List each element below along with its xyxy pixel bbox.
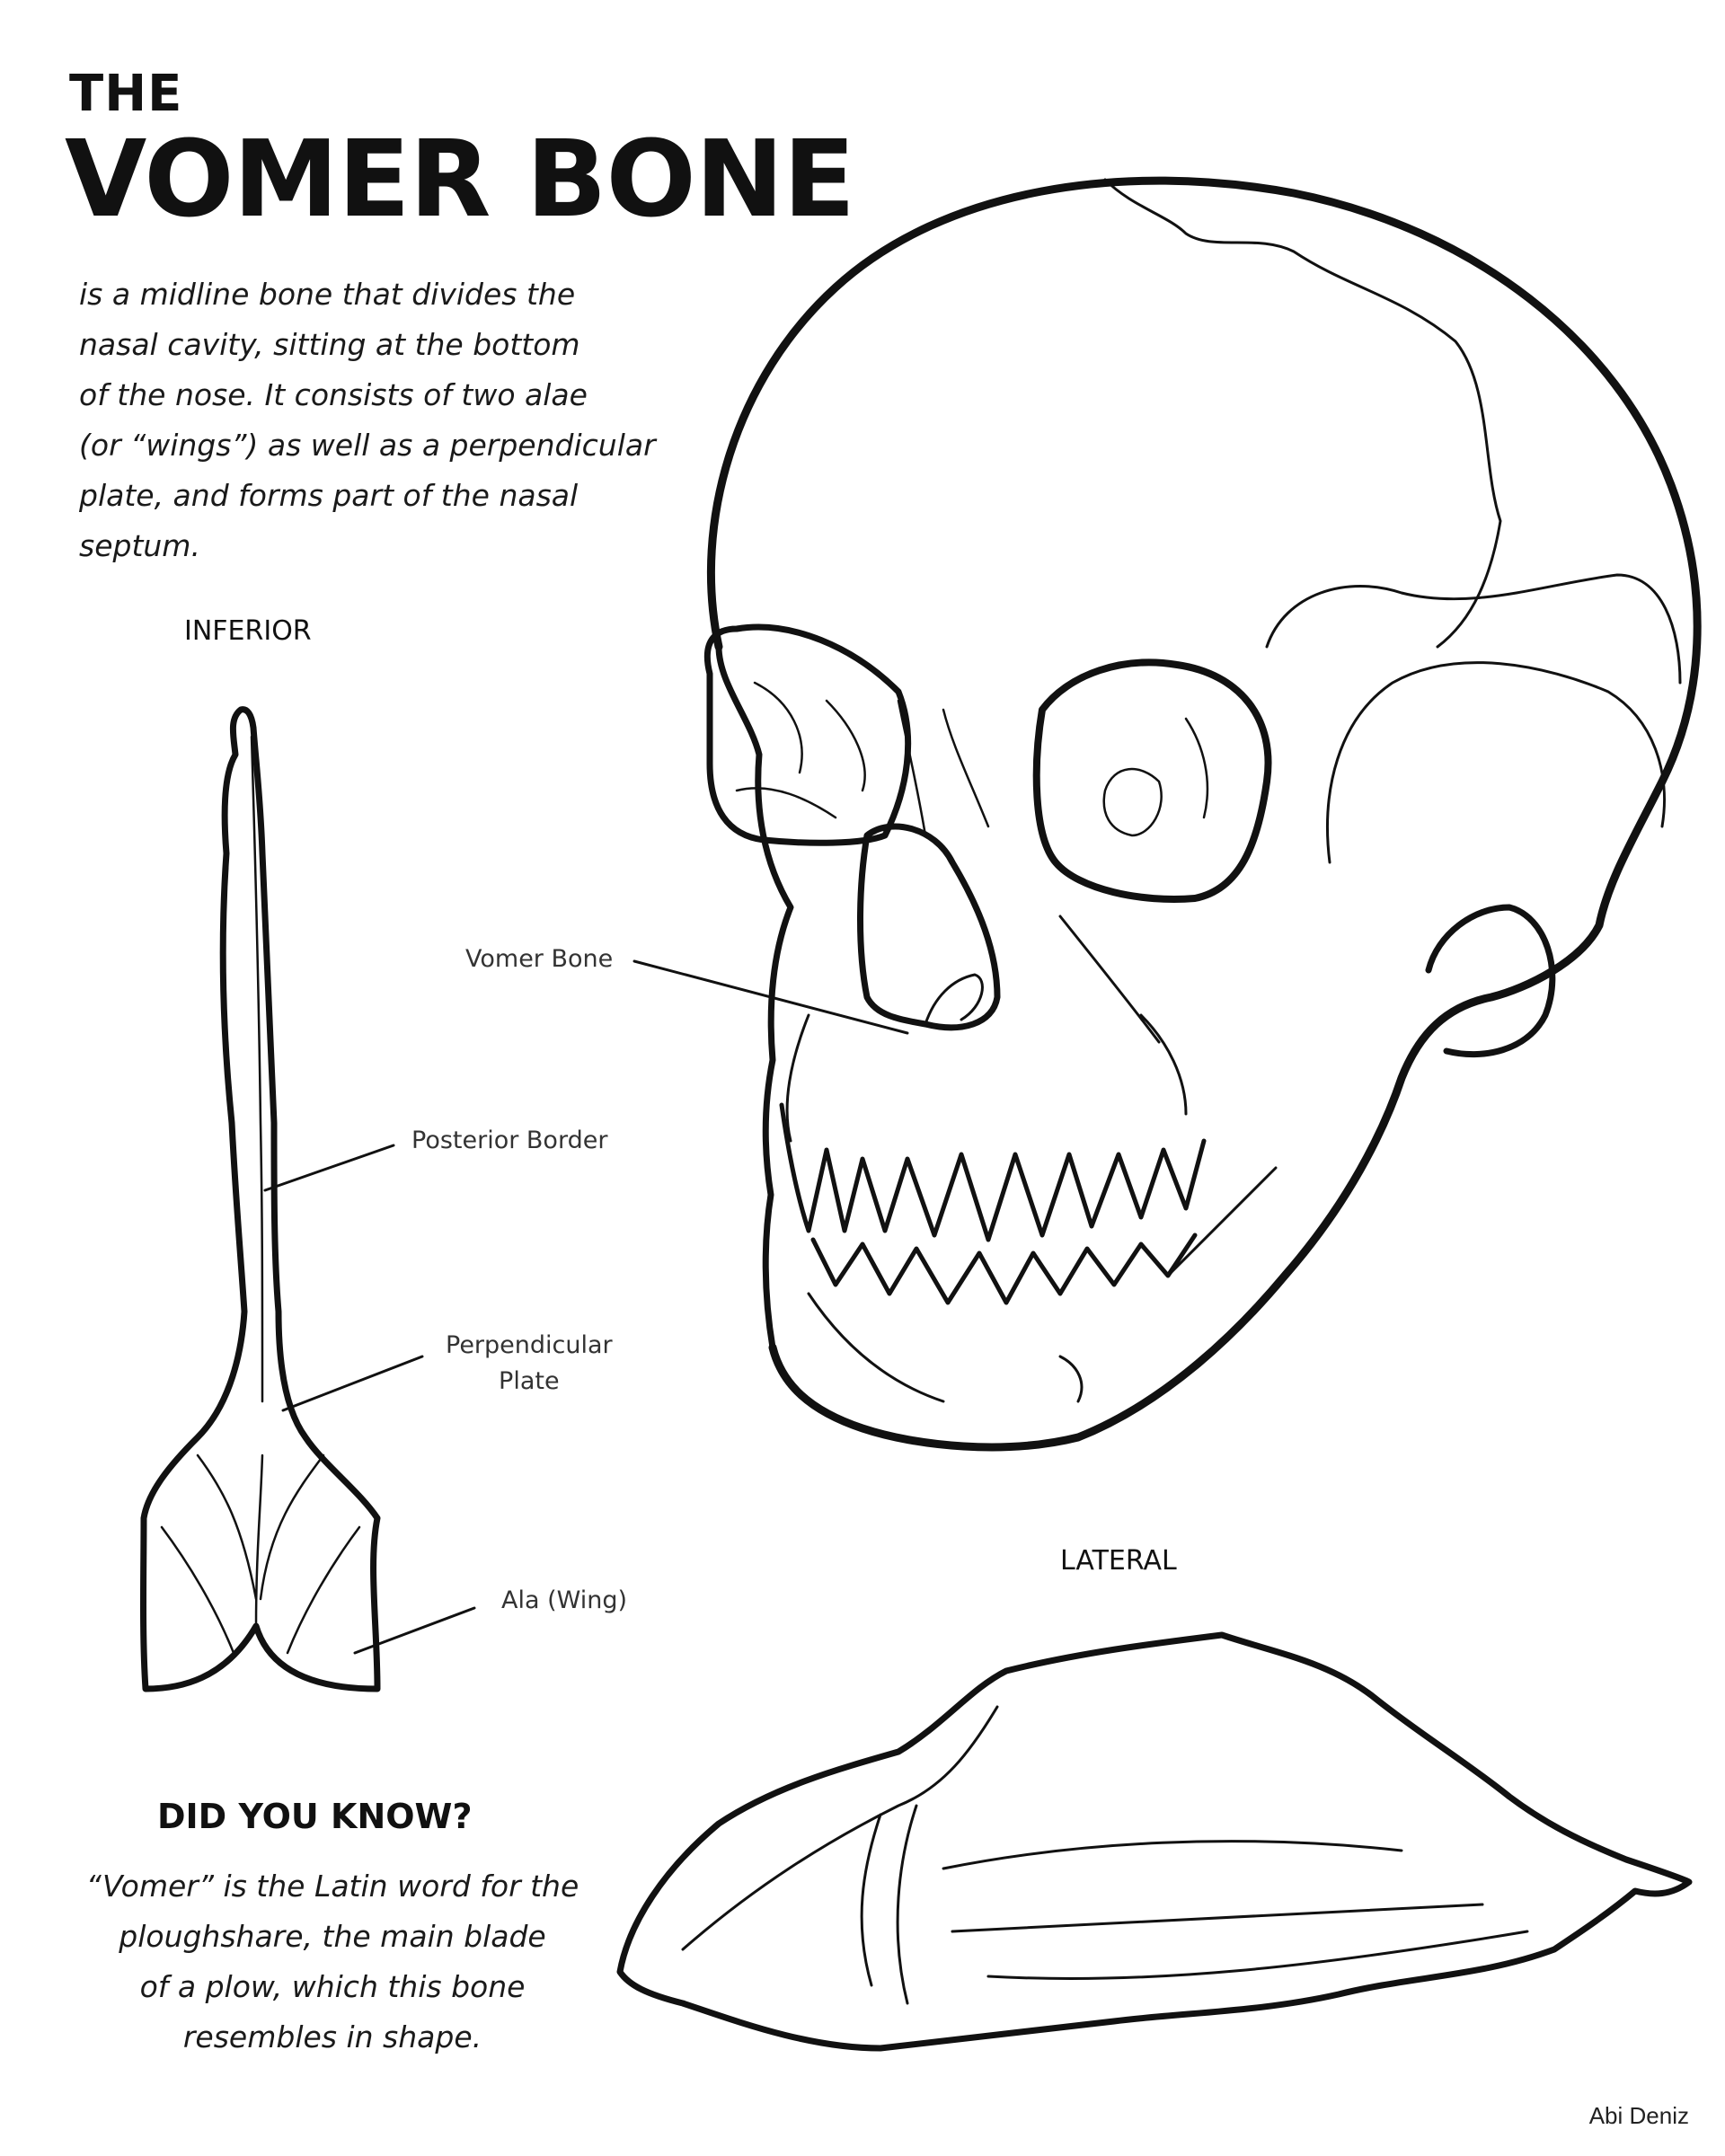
artist-credit: Abi Deniz	[1588, 2102, 1689, 2129]
intro-line: plate, and forms part of the nasal	[79, 478, 579, 513]
callout-perpendicular-line2: Plate	[499, 1367, 560, 1395]
mandible-lines	[809, 1168, 1276, 1401]
right-orbit	[707, 627, 907, 843]
left-orbit	[1037, 662, 1269, 898]
callout-vomer-bone: Vomer Bone	[465, 945, 614, 973]
lower-teeth	[813, 1235, 1195, 1303]
intro-line: is a midline bone that divides the	[79, 277, 576, 312]
skull-drawing	[707, 180, 1697, 1447]
lateral-vomer-drawing	[620, 1635, 1689, 2048]
did-you-know-line: “Vomer” is the Latin word for the	[85, 1869, 579, 1904]
temporal-line	[1267, 575, 1680, 683]
did-you-know-text	[54, 1861, 611, 2063]
did-you-know-line: ploughshare, the main blade	[119, 1919, 546, 1954]
title-small: THE	[69, 65, 183, 123]
inferior-vomer-drawing	[144, 710, 378, 1689]
callout-ala: Ala (Wing)	[501, 1586, 628, 1614]
nasal-cavity	[861, 826, 998, 1028]
intro-line: nasal cavity, sitting at the bottom	[79, 327, 580, 362]
cheek-lines	[787, 916, 1186, 1141]
lateral-view-label: LATERAL	[1060, 1545, 1177, 1577]
page-title: VOMER BONE	[65, 117, 855, 241]
vomer-in-skull	[925, 975, 982, 1024]
lateral-vomer-ridges	[683, 1707, 1527, 2003]
jaw-outline	[719, 647, 791, 1348]
left-orbit-detail	[1104, 719, 1208, 835]
intro-line: septum.	[79, 528, 200, 563]
callout-perpendicular-plate	[446, 1328, 613, 1400]
coronal-suture	[1105, 180, 1500, 647]
intro-line: (or “wings”) as well as a perpendicular	[79, 428, 656, 463]
did-you-know-heading: DID YOU KNOW?	[157, 1797, 473, 1836]
leader-perpendicular-plate	[283, 1356, 422, 1410]
did-you-know-line: of a plow, which this bone	[139, 1969, 526, 2004]
callout-perpendicular-line1: Perpendicular	[446, 1331, 613, 1359]
did-you-know-line: resembles in shape.	[182, 2019, 482, 2054]
upper-teeth	[782, 1105, 1204, 1240]
inferior-view-label: INFERIOR	[184, 615, 312, 647]
nasal-bone-line	[898, 701, 988, 835]
temporal-bone	[1328, 663, 1665, 862]
inferior-vomer-outline	[144, 710, 378, 1689]
leader-posterior-border	[265, 1145, 394, 1190]
intro-line: of the nose. It consists of two alae	[79, 377, 588, 412]
lateral-vomer-outline	[620, 1635, 1689, 2048]
callout-posterior-border: Posterior Border	[411, 1127, 608, 1154]
intro-paragraph	[79, 270, 672, 571]
